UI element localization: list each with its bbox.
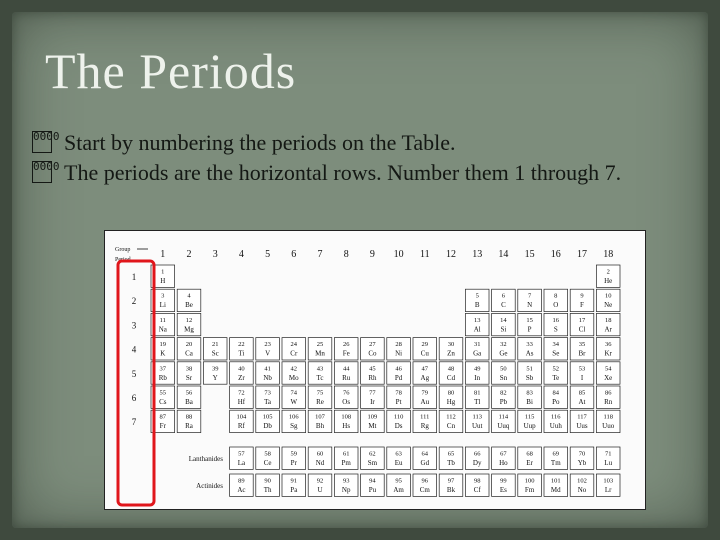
element-number: 49: [473, 365, 481, 373]
element-symbol: Na: [158, 325, 167, 334]
element-symbol: Mn: [315, 349, 325, 358]
element-number: 59: [290, 450, 298, 458]
element-number: 12: [185, 316, 193, 324]
element-number: 93: [342, 477, 350, 485]
element-symbol: Ta: [264, 398, 272, 406]
element-symbol: Sb: [525, 373, 534, 382]
element-symbol: Ga: [473, 349, 482, 358]
element-symbol: Hs: [342, 422, 351, 431]
element-symbol: Yb: [577, 459, 587, 467]
element-symbol: Cm: [419, 486, 430, 494]
element-symbol: O: [553, 301, 559, 310]
element-symbol: Zn: [447, 349, 455, 358]
lanthanides-label: Lanthanides: [188, 455, 223, 463]
element-number: 47: [421, 365, 429, 373]
element-number: 60: [316, 450, 324, 458]
element-number: 112: [446, 413, 456, 421]
element-symbol: Cl: [578, 325, 586, 334]
element-number: 103: [603, 477, 614, 485]
element-symbol: Ge: [499, 349, 508, 358]
element-number: 38: [185, 365, 193, 373]
element-number: 11: [159, 316, 166, 324]
element-symbol: Fr: [159, 422, 166, 431]
element-symbol: Db: [263, 422, 272, 431]
element-symbol: Ca: [185, 349, 193, 358]
element-symbol: Cn: [446, 422, 456, 431]
element-symbol: Th: [263, 486, 272, 494]
element-number: 87: [159, 413, 167, 421]
element-number: 19: [159, 341, 167, 349]
element-number: 26: [342, 341, 350, 349]
element-symbol: H: [160, 277, 166, 285]
element-symbol: Lr: [604, 486, 612, 494]
period-number: 3: [131, 320, 137, 331]
element-symbol: Sc: [211, 349, 219, 358]
group-number: 17: [577, 249, 587, 260]
element-number: 67: [500, 450, 507, 458]
element-number: 115: [524, 413, 535, 421]
element-symbol: Eu: [394, 459, 403, 467]
element-symbol: Uup: [523, 422, 536, 431]
element-symbol: Ac: [237, 486, 246, 494]
element-symbol: Sg: [290, 422, 298, 431]
bullet-text: The periods are the horizontal rows. Number them 1 through 7.: [64, 160, 622, 185]
element-number: 31: [473, 341, 481, 349]
element-symbol: In: [474, 373, 481, 382]
group-number: 4: [238, 249, 244, 260]
periodic-table-image: [104, 230, 646, 510]
element-symbol: B: [474, 301, 480, 310]
element-number: 44: [342, 365, 350, 373]
element-symbol: Rg: [420, 422, 429, 431]
element-number: 110: [393, 413, 404, 421]
group-number: 8: [343, 249, 349, 260]
element-number: 100: [524, 477, 535, 485]
element-symbol: At: [578, 398, 586, 406]
element-number: 72: [238, 389, 245, 397]
element-symbol: Se: [552, 349, 560, 358]
element-symbol: Np: [341, 486, 351, 494]
element-number: 42: [290, 365, 298, 373]
element-symbol: Cu: [420, 349, 429, 358]
element-symbol: Al: [473, 325, 481, 334]
element-number: 10: [604, 292, 612, 300]
element-symbol: Cf: [473, 486, 481, 494]
period-number: 1: [131, 272, 137, 282]
element-number: 109: [367, 413, 378, 421]
element-symbol: Sm: [367, 459, 378, 467]
element-symbol: Dy: [472, 459, 482, 467]
element-symbol: As: [525, 349, 534, 358]
element-symbol: No: [577, 486, 587, 494]
element-symbol: Uuh: [549, 422, 562, 431]
missing-glyph-icon: 0000: [32, 161, 52, 183]
element-number: 13: [473, 316, 481, 324]
element-symbol: La: [237, 459, 246, 467]
element-symbol: Y: [212, 373, 218, 382]
missing-glyph-icon: 0000: [32, 131, 52, 153]
element-number: 70: [578, 450, 586, 458]
period-number: 6: [131, 393, 137, 403]
element-symbol: Pb: [499, 398, 508, 406]
element-symbol: Be: [185, 301, 193, 310]
element-number: 117: [577, 413, 587, 421]
group-number: 1: [160, 249, 166, 260]
element-symbol: Co: [368, 349, 377, 358]
element-symbol: Gd: [420, 459, 430, 467]
element-symbol: N: [527, 301, 533, 310]
element-number: 4: [187, 292, 191, 300]
element-number: 69: [552, 450, 560, 458]
element-symbol: Uus: [576, 422, 588, 431]
element-number: 2: [606, 268, 610, 276]
slide-title: The Periods: [45, 43, 297, 99]
element-symbol: Si: [500, 325, 507, 334]
element-number: 90: [264, 477, 271, 485]
element-number: 79: [421, 389, 429, 397]
element-number: 35: [578, 341, 586, 349]
element-symbol: Bi: [526, 398, 533, 406]
element-symbol: Bk: [446, 486, 456, 494]
element-symbol: Ra: [185, 422, 193, 431]
element-number: 56: [185, 389, 193, 397]
element-number: 66: [473, 450, 481, 458]
element-number: 45: [369, 365, 376, 373]
element-symbol: Rb: [158, 373, 167, 382]
element-number: 104: [236, 413, 247, 421]
element-number: 116: [551, 413, 561, 421]
element-number: 81: [473, 389, 481, 397]
element-number: 3: [161, 292, 165, 300]
element-number: 24: [290, 341, 298, 349]
group-number: 9: [369, 249, 375, 260]
element-symbol: Sr: [185, 373, 193, 382]
group-number: 13: [472, 249, 483, 260]
periodic-table: [105, 231, 645, 509]
group-label: Group: [115, 247, 131, 253]
element-number: 20: [185, 341, 193, 349]
element-symbol: Tl: [474, 398, 481, 406]
element-symbol: Ce: [263, 459, 272, 467]
element-number: 53: [578, 365, 586, 373]
element-symbol: Rh: [368, 373, 377, 382]
element-symbol: Sn: [499, 373, 508, 382]
element-number: 91: [290, 477, 298, 485]
element-symbol: Hf: [237, 398, 246, 406]
element-symbol: Pu: [368, 486, 377, 494]
element-symbol: Tm: [550, 459, 561, 467]
element-number: 61: [342, 450, 350, 458]
bullet-text: Start by numbering the periods on the Table.: [64, 130, 456, 155]
element-symbol: Os: [342, 398, 351, 406]
element-symbol: Ti: [238, 349, 245, 358]
period-number: 2: [131, 296, 137, 307]
element-symbol: Ar: [604, 325, 612, 334]
group-number: 14: [498, 249, 509, 260]
element-number: 39: [211, 365, 219, 373]
element-number: 1: [161, 268, 165, 276]
element-number: 101: [550, 477, 561, 485]
element-number: 108: [341, 413, 352, 421]
group-number: 2: [186, 249, 192, 260]
element-symbol: Ru: [342, 373, 351, 382]
element-number: 8: [554, 292, 558, 300]
element-symbol: He: [604, 277, 613, 285]
element-number: 64: [421, 450, 429, 458]
element-number: 5: [475, 292, 479, 300]
element-number: 102: [577, 477, 587, 485]
element-number: 86: [604, 389, 612, 397]
group-number: 7: [317, 249, 323, 260]
bullet-item: [32, 128, 682, 158]
element-number: 77: [369, 389, 376, 397]
element-number: 23: [264, 341, 271, 349]
element-symbol: C: [501, 301, 506, 310]
element-symbol: Tc: [316, 373, 324, 382]
element-symbol: Te: [552, 373, 560, 382]
element-symbol: Mt: [368, 422, 377, 431]
element-symbol: Es: [499, 486, 507, 494]
element-number: 27: [369, 341, 376, 349]
element-number: 6: [501, 292, 506, 300]
element-number: 48: [447, 365, 455, 373]
element-symbol: W: [290, 398, 298, 406]
element-number: 32: [500, 341, 507, 349]
element-symbol: Mo: [288, 373, 299, 382]
group-number: 5: [265, 249, 271, 260]
element-symbol: K: [160, 349, 166, 358]
element-number: 106: [288, 413, 299, 421]
element-symbol: Am: [393, 486, 404, 494]
element-number: 58: [264, 450, 271, 458]
element-number: 37: [159, 365, 167, 373]
element-symbol: Kr: [604, 349, 612, 358]
element-symbol: Bh: [315, 422, 325, 431]
period-number: 4: [131, 344, 137, 355]
group-number: 6: [291, 249, 297, 260]
element-number: 9: [580, 292, 584, 300]
element-number: 95: [395, 477, 402, 485]
element-number: 89: [238, 477, 245, 485]
element-symbol: Cs: [159, 398, 167, 406]
element-number: 50: [500, 365, 507, 373]
group-number: 10: [393, 249, 404, 260]
element-symbol: Hg: [446, 398, 456, 406]
element-number: 94: [369, 477, 376, 485]
element-symbol: Ne: [604, 301, 613, 310]
element-number: 14: [500, 316, 507, 324]
element-number: 63: [395, 450, 402, 458]
element-number: 40: [238, 365, 245, 373]
element-symbol: Rf: [237, 422, 245, 431]
element-number: 107: [315, 413, 325, 421]
element-symbol: Nd: [315, 459, 325, 467]
element-number: 55: [159, 389, 167, 397]
element-number: 99: [500, 477, 507, 485]
group-number: 18: [603, 249, 614, 260]
element-number: 76: [342, 389, 350, 397]
element-symbol: F: [580, 301, 584, 310]
element-number: 98: [473, 477, 481, 485]
element-symbol: Cd: [446, 373, 456, 382]
element-symbol: Li: [159, 301, 166, 310]
group-number: 11: [419, 249, 430, 260]
group-number: 12: [446, 249, 456, 260]
element-number: 57: [238, 450, 245, 458]
element-number: 29: [421, 341, 429, 349]
bullet-item: [32, 158, 682, 188]
element-number: 84: [552, 389, 560, 397]
element-number: 30: [447, 341, 455, 349]
element-number: 118: [603, 413, 613, 421]
element-symbol: Po: [552, 398, 560, 406]
element-symbol: I: [580, 373, 584, 382]
element-number: 82: [500, 389, 507, 397]
period-number: 7: [131, 417, 137, 428]
element-number: 65: [447, 450, 455, 458]
element-number: 18: [604, 316, 612, 324]
element-number: 16: [552, 316, 560, 324]
element-symbol: Cr: [290, 349, 298, 358]
element-symbol: Pr: [290, 459, 297, 467]
element-symbol: P: [527, 325, 532, 334]
element-symbol: Pa: [290, 486, 298, 494]
element-symbol: Tb: [447, 459, 455, 467]
element-symbol: Ho: [499, 459, 508, 467]
element-symbol: Br: [578, 349, 586, 358]
element-symbol: Ni: [395, 349, 403, 358]
element-number: 54: [604, 365, 612, 373]
element-symbol: Uuq: [497, 422, 510, 431]
element-number: 74: [290, 389, 298, 397]
element-number: 17: [578, 316, 586, 324]
element-number: 21: [211, 341, 219, 349]
actinides-label: Actinides: [196, 482, 223, 490]
element-symbol: Er: [526, 459, 533, 467]
element-symbol: Mg: [184, 325, 194, 334]
element-symbol: S: [553, 325, 558, 334]
element-number: 96: [421, 477, 429, 485]
element-symbol: U: [317, 486, 323, 494]
element-number: 7: [527, 292, 532, 300]
element-number: 71: [604, 450, 612, 458]
element-symbol: Re: [316, 398, 324, 406]
element-number: 114: [498, 413, 509, 421]
element-symbol: Ds: [394, 422, 403, 431]
group-number: 15: [524, 249, 535, 260]
element-symbol: Uuo: [602, 422, 615, 431]
period-label: Period: [115, 257, 131, 263]
element-number: 22: [238, 341, 245, 349]
element-number: 113: [472, 413, 482, 421]
element-number: 34: [552, 341, 560, 349]
element-symbol: Xe: [604, 373, 613, 382]
group-number: 3: [212, 249, 218, 260]
element-symbol: Ir: [370, 398, 375, 406]
element-symbol: Fe: [342, 349, 350, 358]
element-number: 41: [264, 365, 271, 373]
element-symbol: Fm: [524, 486, 535, 494]
element-symbol: Uut: [471, 422, 483, 431]
element-symbol: Ag: [420, 373, 430, 382]
element-symbol: Pt: [395, 398, 402, 406]
element-symbol: Pd: [394, 373, 403, 382]
element-symbol: V: [265, 349, 271, 358]
element-number: 83: [526, 389, 533, 397]
element-symbol: Pm: [341, 459, 351, 467]
element-number: 97: [447, 477, 455, 485]
element-number: 92: [316, 477, 324, 485]
element-number: 68: [526, 450, 533, 458]
element-number: 88: [185, 413, 193, 421]
element-symbol: Ba: [185, 398, 193, 406]
element-number: 33: [526, 341, 533, 349]
element-number: 80: [447, 389, 455, 397]
element-number: 78: [395, 389, 402, 397]
element-number: 36: [604, 341, 612, 349]
element-number: 25: [316, 341, 324, 349]
bullet-list: [32, 128, 682, 188]
element-number: 28: [395, 341, 402, 349]
element-number: 105: [262, 413, 273, 421]
element-symbol: Nb: [263, 373, 272, 382]
element-number: 85: [578, 389, 586, 397]
period-number: 5: [131, 368, 137, 379]
group-number: 16: [550, 249, 561, 260]
element-number: 62: [369, 450, 376, 458]
element-number: 73: [264, 389, 271, 397]
element-symbol: Lu: [604, 459, 613, 467]
element-number: 51: [526, 365, 533, 373]
element-symbol: Zr: [238, 373, 245, 382]
element-symbol: Md: [550, 486, 561, 494]
element-number: 46: [395, 365, 402, 373]
element-number: 111: [420, 413, 430, 421]
element-symbol: Au: [420, 398, 430, 406]
element-symbol: Rn: [604, 398, 613, 406]
element-number: 43: [316, 365, 324, 373]
element-number: 52: [552, 365, 560, 373]
element-number: 75: [316, 389, 324, 397]
element-number: 15: [526, 316, 533, 324]
